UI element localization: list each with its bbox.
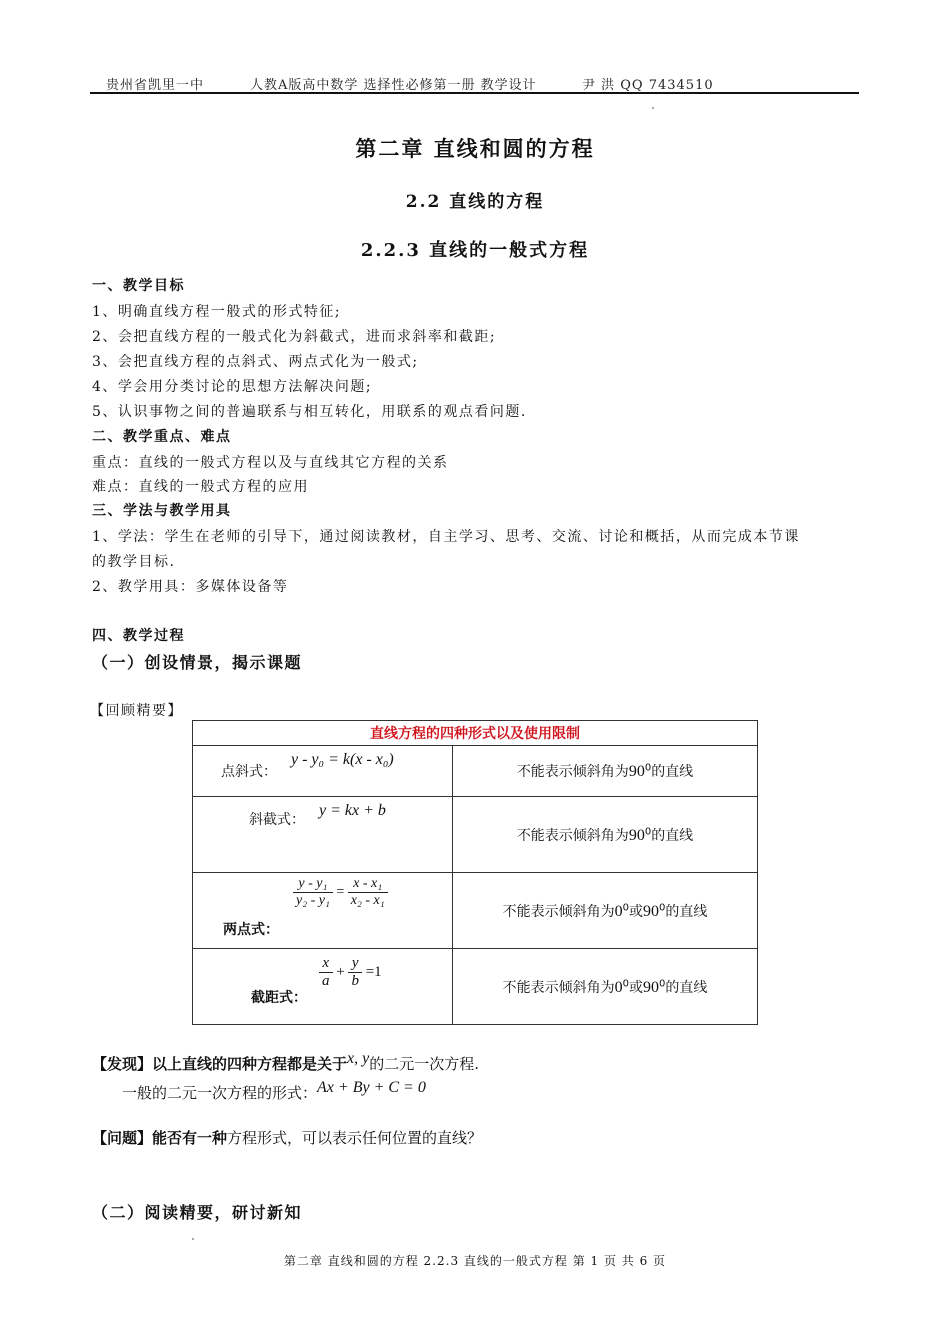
degree-mark: 0 (644, 825, 652, 837)
goals-heading: 一、教学目标 (92, 278, 185, 294)
limit-text: 或 (629, 903, 643, 920)
speck (652, 107, 654, 109)
limit-text: 不能表示倾斜角为 (502, 903, 615, 920)
formula: $\frac{\text{y - y₁}}{\text{y₂ - y₁}}$ = $\frac{\text{x - x₁}}{\text{x₂ - x₁}}$ (293, 876, 388, 909)
formula-cell (193, 746, 453, 797)
discovery-tail: 的二元一次方程. (369, 1055, 479, 1073)
fraction-numerator: x - x₁ (348, 876, 388, 893)
header-book: 人教A版高中数学 选择性必修第一册 教学设计 (250, 78, 537, 93)
question-line (92, 1127, 482, 1148)
formula-rhs: =1 (365, 963, 382, 980)
speck (192, 1238, 194, 1240)
limit-cell (453, 873, 758, 949)
form-name: 点斜式： (221, 764, 277, 780)
degree-value: 90 (628, 763, 645, 780)
limit-text: 的直线 (665, 903, 708, 920)
fraction-denominator: x₂ - x₁ (350, 893, 385, 908)
formula-cell (193, 873, 453, 949)
degree-mark: 0 (659, 901, 666, 913)
difficult-point: 难点：直线的一般式方程的应用 (92, 479, 309, 495)
fraction-numerator: y - y₁ (293, 876, 333, 893)
fraction-denominator: y₂ - y₁ (296, 893, 330, 908)
key-point: 重点：直线的一般式方程以及与直线其它方程的关系 (92, 455, 449, 471)
question-tail: 方程形式，可以表示任何位置的直线？ (227, 1129, 483, 1147)
form-name: 两点式： (223, 922, 279, 938)
page-footer: 第二章 直线和圆的方程 2.2.3 直线的一般式方程 第 1 页 共 6 页 (283, 1254, 667, 1268)
fraction-numerator: x (319, 955, 333, 973)
formula: y - y₀ = k(x - x₀) (291, 751, 394, 768)
limit-text: 的直线 (665, 979, 708, 996)
method-item: 2、教学用具：多媒体设备等 (92, 579, 289, 595)
limit-text: 或 (629, 979, 643, 996)
header-author: 尹 洪 QQ 7434510 (582, 78, 714, 93)
table-row (193, 949, 758, 1025)
question-label: 【问题】能否有一种 (92, 1129, 228, 1147)
part1-heading: （一）创设情景，揭示课题 (92, 653, 303, 672)
limit-text: 的直线 (651, 764, 694, 780)
degree-value: 90 (628, 826, 645, 844)
method-item-cont: 的教学目标. (92, 554, 176, 570)
limit-cell (453, 797, 758, 873)
fraction-numerator: y (348, 955, 362, 973)
fraction-denominator: a (322, 973, 330, 989)
limit-text: 不能表示倾斜角为 (502, 979, 615, 996)
review-table (192, 720, 758, 1025)
review-label: 【回顾精要】 (90, 703, 183, 719)
limit-text: 的直线 (651, 827, 694, 844)
formula-cell (193, 949, 453, 1025)
keypoints-heading: 二、教学重点、难点 (92, 429, 232, 445)
limit-cell (453, 746, 758, 797)
discovery-line (92, 1050, 479, 1074)
degree-value: 0 (614, 902, 623, 920)
methods-heading: 三、学法与教学用具 (92, 503, 232, 519)
degree-value: 90 (643, 902, 659, 920)
degree-value: 0 (614, 978, 623, 996)
formula: y = kx + b (319, 802, 386, 819)
limit-text: 不能表示倾斜角为 (516, 827, 629, 844)
header-school: 贵州省凯里一中 (106, 78, 205, 93)
discovery-label: 【发现】以上直线的四种方程都是关于 (92, 1055, 348, 1073)
goal-item: 2、会把直线方程的一般式化为斜截式，进而求斜率和截距; (92, 329, 497, 345)
method-item: 1、学法：学生在老师的引导下，通过阅读教材，自主学习、思考、交流、讨论和概括，从而完成本节课 (92, 529, 800, 545)
section-title: 2.2 直线的方程 (405, 192, 545, 212)
degree-value: 90 (643, 978, 659, 996)
goal-item: 4、学会用分类讨论的思想方法解决问题; (92, 379, 373, 395)
goal-item: 5、认识事物之间的普遍联系与相互转化，用联系的观点看问题. (92, 404, 527, 420)
part2-heading: （二）阅读精要，研讨新知 (92, 1203, 303, 1222)
formula: $\frac{x}{a}$ + $\frac{y}{b}$ =1 (319, 955, 382, 990)
limit-cell (453, 949, 758, 1025)
goal-item: 1、明确直线方程一般式的形式特征; (92, 304, 342, 320)
table-row (193, 797, 758, 873)
chapter-title: 第二章 直线和圆的方程 (355, 136, 595, 161)
form-name: 斜截式： (249, 812, 305, 828)
header-rule (90, 92, 859, 94)
table-title: 直线方程的四种形式以及使用限制 (193, 721, 758, 746)
table-row (193, 746, 758, 797)
general-form-equation: Ax + By + C = 0 (317, 1079, 426, 1096)
degree-mark: 0 (622, 977, 629, 989)
table-row (193, 873, 758, 949)
degree-mark: 0 (622, 901, 629, 913)
general-form-line (122, 1079, 426, 1103)
formula-cell (193, 797, 453, 873)
degree-mark: 0 (659, 977, 666, 989)
general-form-text: 一般的二元一次方程的形式： (122, 1084, 318, 1102)
degree-mark: 0 (644, 762, 652, 774)
subsection-title: 2.2.3 直线的一般式方程 (360, 240, 590, 261)
discovery-vars: x, y (347, 1050, 370, 1067)
goal-item: 3、会把直线方程的点斜式、两点式化为一般式; (92, 354, 419, 370)
form-name: 截距式： (251, 990, 307, 1006)
process-heading: 四、教学过程 (92, 628, 185, 644)
fraction-denominator: b (351, 973, 359, 989)
limit-text: 不能表示倾斜角为 (516, 764, 629, 780)
